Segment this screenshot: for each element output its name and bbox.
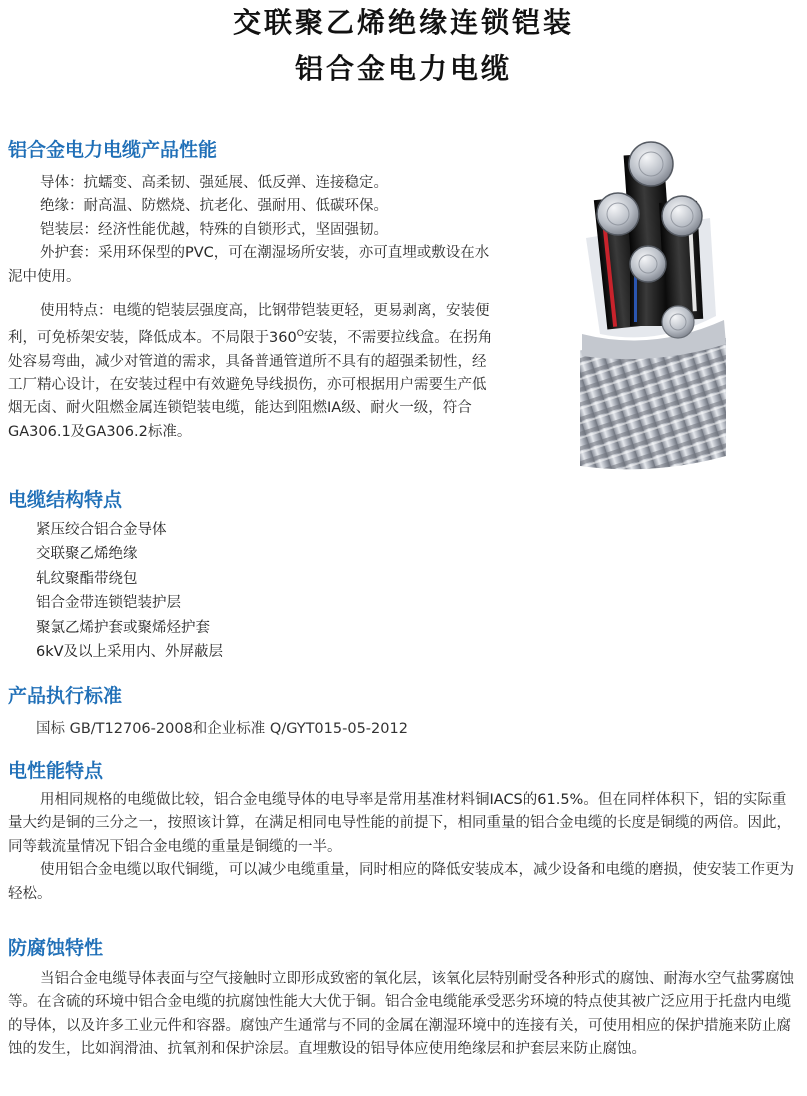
electrical-paragraph-1: 用相同规格的电缆做比较，铝合金电缆导体的电导率是常用基准材料铜IACS的61.5%。但在同样体积下，铝的实际重量大约是铜的三分之一，按照该计算，在满足相同电导性能的前提下，相同重量的铝合金电缆的长度是铜缆的两倍。因此，同等载流量情况下铝合金电缆的重量是铜缆的一半。 bbox=[8, 792, 791, 855]
structure-list bbox=[36, 518, 223, 664]
heading-electrical: 电性能特点 bbox=[8, 760, 104, 782]
list-item: 铝合金带连锁铠装护层 bbox=[36, 595, 181, 612]
electrical-body bbox=[8, 789, 798, 906]
electrical-paragraph-2: 使用铝合金电缆以取代铜缆，可以减少电缆重量，同时相应的降低安装成本，减少设备和电缆的磨损，使安装工作更为轻松。 bbox=[8, 862, 794, 902]
usage-text-b: 安装，不需要拉线盒。在拐角处容易弯曲，减少对管道的需求，具备普通管道所不具有的超强柔韧性，经工厂精心设计，在安装过程中有效避免导线损伤，亦可根据用户需要生产低烟无卤、耐火阻燃金属连锁铠装电缆，能达到阻燃IA级、耐火一级，符合GA306.1及GA306.2标准。 bbox=[8, 330, 493, 440]
degree-mark: O bbox=[296, 329, 304, 340]
performance-line-sheath: 外护套：采用环保型的PVC，可在潮湿场所安装，亦可直埋或敷设在水泥中使用。 bbox=[8, 245, 490, 285]
performance-line-insulation: 绝缘：耐高温、防燃烧、抗老化、强耐用、低碳环保。 bbox=[40, 198, 388, 215]
cable-image bbox=[578, 138, 728, 470]
list-item: 聚氯乙烯护套或聚烯烃护套 bbox=[36, 619, 210, 636]
performance-line-conductor: 导体：抗蠕变、高柔韧、强延展、低反弹、连接稳定。 bbox=[40, 175, 388, 191]
heading-performance: 铝合金电力电缆产品性能 bbox=[8, 139, 218, 161]
performance-body bbox=[8, 172, 498, 444]
heading-corrosion: 防腐蚀特性 bbox=[8, 937, 104, 959]
heading-structure: 电缆结构特点 bbox=[8, 489, 123, 511]
corrosion-body bbox=[8, 968, 798, 1062]
list-item: 交联聚乙烯绝缘 bbox=[36, 546, 138, 563]
cable-illustration bbox=[578, 138, 728, 470]
standard-text: 国标 GB/T12706-2008和企业标准 Q/GYT015-05-2012 bbox=[36, 721, 408, 737]
heading-standard: 产品执行标准 bbox=[8, 685, 123, 707]
usage-text-a: 使用特点：电缆的铠装层强度高，比钢带铠装更轻，更易剥离，安装便利，可免桥架安装，降低成本。不局限于360 bbox=[8, 303, 490, 347]
performance-usage bbox=[8, 300, 498, 444]
list-item: 6kV及以上采用内、外屏蔽层 bbox=[36, 644, 224, 661]
list-item: 紧压绞合铝合金导体 bbox=[36, 522, 167, 538]
doc-title-line2: 铝合金电力电缆 bbox=[294, 52, 512, 85]
doc-title-line1: 交联聚乙烯绝缘连锁铠装 bbox=[232, 6, 574, 39]
corrosion-paragraph: 当铝合金电缆导体表面与空气接触时立即形成致密的氧化层，该氧化层特别耐受各种形式的腐蚀、耐海水空气盐雾腐蚀等。在含硫的环境中铝合金电缆的抗腐蚀性能大大优于铜。铝合金电缆能承受恶劣环境的特点使其被广泛应用于托盘内电缆的导体，以及许多工业元件和容器。腐蚀产生通常与不同的金属在潮湿环境中的连接有关，可使用相应的保护措施来防止腐蚀的发生，比如润滑油、抗氧剂和保护涂层。直埋敷设的铝导体应使用绝缘层和护套层来防止腐蚀。 bbox=[8, 971, 794, 1058]
list-item: 轧纹聚酯带绕包 bbox=[36, 570, 138, 587]
performance-line-armor: 铠装层：经济性能优越，特殊的自锁形式，坚固强韧。 bbox=[40, 221, 388, 238]
